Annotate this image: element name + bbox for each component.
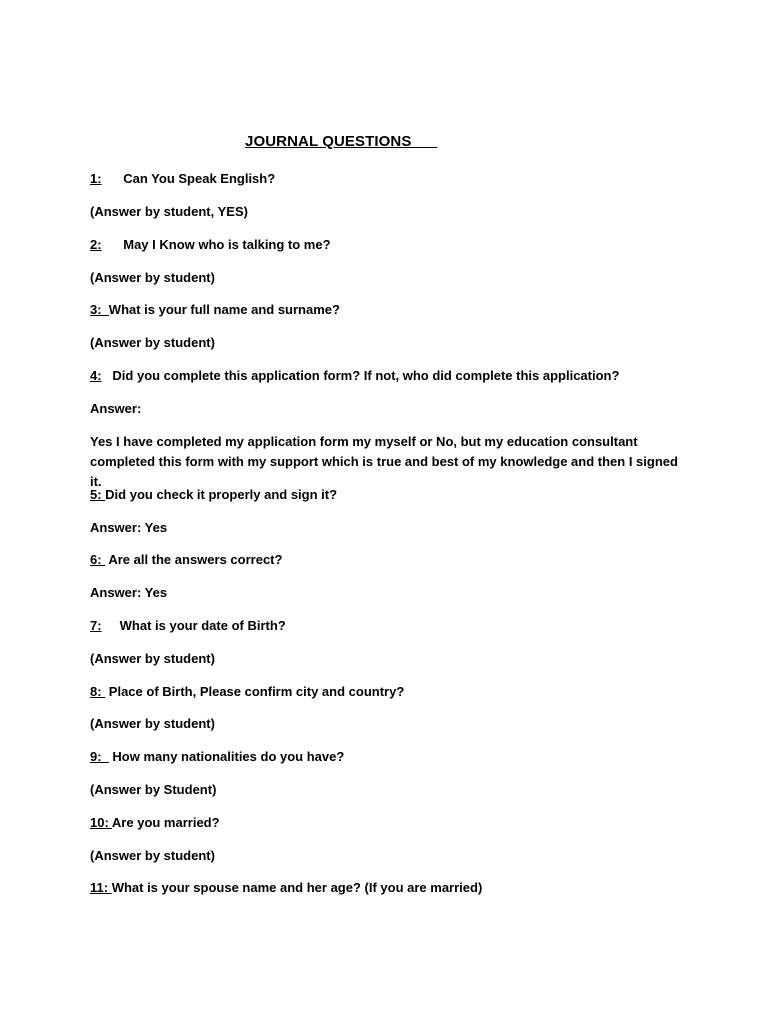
answer-10: (Answer by student)	[90, 848, 215, 863]
question-number: 10:	[90, 815, 112, 830]
question-number: 9:	[90, 749, 109, 764]
answer-2: (Answer by student)	[90, 270, 215, 285]
question-number: 1:	[90, 171, 102, 186]
question-number: 3:	[90, 302, 109, 317]
answer-8: (Answer by student)	[90, 716, 215, 731]
answer-4-label: Answer:	[90, 401, 142, 416]
question-number: 11:	[90, 880, 112, 895]
page-title: JOURNAL QUESTIONS	[245, 133, 438, 150]
question-text: What is your spouse name and her age? (If you are married)	[111, 880, 483, 895]
question-text: Are you married?	[111, 815, 220, 830]
question-number: 6:	[90, 552, 106, 567]
answer-5: Answer: Yes	[90, 520, 168, 535]
question-1	[90, 169, 275, 189]
question-number: 2:	[90, 237, 102, 252]
question-text: Did you check it properly and sign it?	[105, 487, 338, 502]
question-text: How many nationalities do you have?	[112, 749, 345, 764]
answer-9: (Answer by Student)	[90, 782, 217, 797]
question-9	[90, 747, 344, 767]
question-number: 4:	[90, 368, 102, 383]
answer-4-text: Yes I have completed my application form my myself or No, but my education consultant completed this form with my support which is true and best of my knowledge and then I signed it.	[90, 434, 678, 489]
question-11	[90, 878, 482, 898]
question-number: 5:	[90, 487, 106, 502]
answer-6: Answer: Yes	[90, 585, 168, 600]
question-3	[90, 300, 340, 320]
question-number: 7:	[90, 618, 102, 633]
question-text: Can You Speak English?	[123, 171, 276, 186]
question-text: What is your full name and surname?	[108, 302, 340, 317]
question-text: What is your date of Birth?	[119, 618, 286, 633]
question-4	[90, 366, 619, 386]
question-text: Are all the answers correct?	[108, 552, 283, 567]
question-text: Place of Birth, Please confirm city and country?	[108, 684, 405, 699]
question-text: May I Know who is talking to me?	[123, 237, 331, 252]
question-2	[90, 235, 331, 255]
question-10	[90, 813, 220, 833]
answer-3: (Answer by student)	[90, 335, 215, 350]
question-number: 8:	[90, 684, 106, 699]
question-5	[90, 485, 337, 505]
question-text: Did you complete this application form? If not, who did complete this application?	[112, 368, 620, 383]
answer-7: (Answer by student)	[90, 651, 215, 666]
question-6	[90, 550, 282, 570]
question-8	[90, 682, 404, 702]
question-7	[90, 616, 286, 636]
answer-1: (Answer by student, YES)	[90, 204, 248, 219]
